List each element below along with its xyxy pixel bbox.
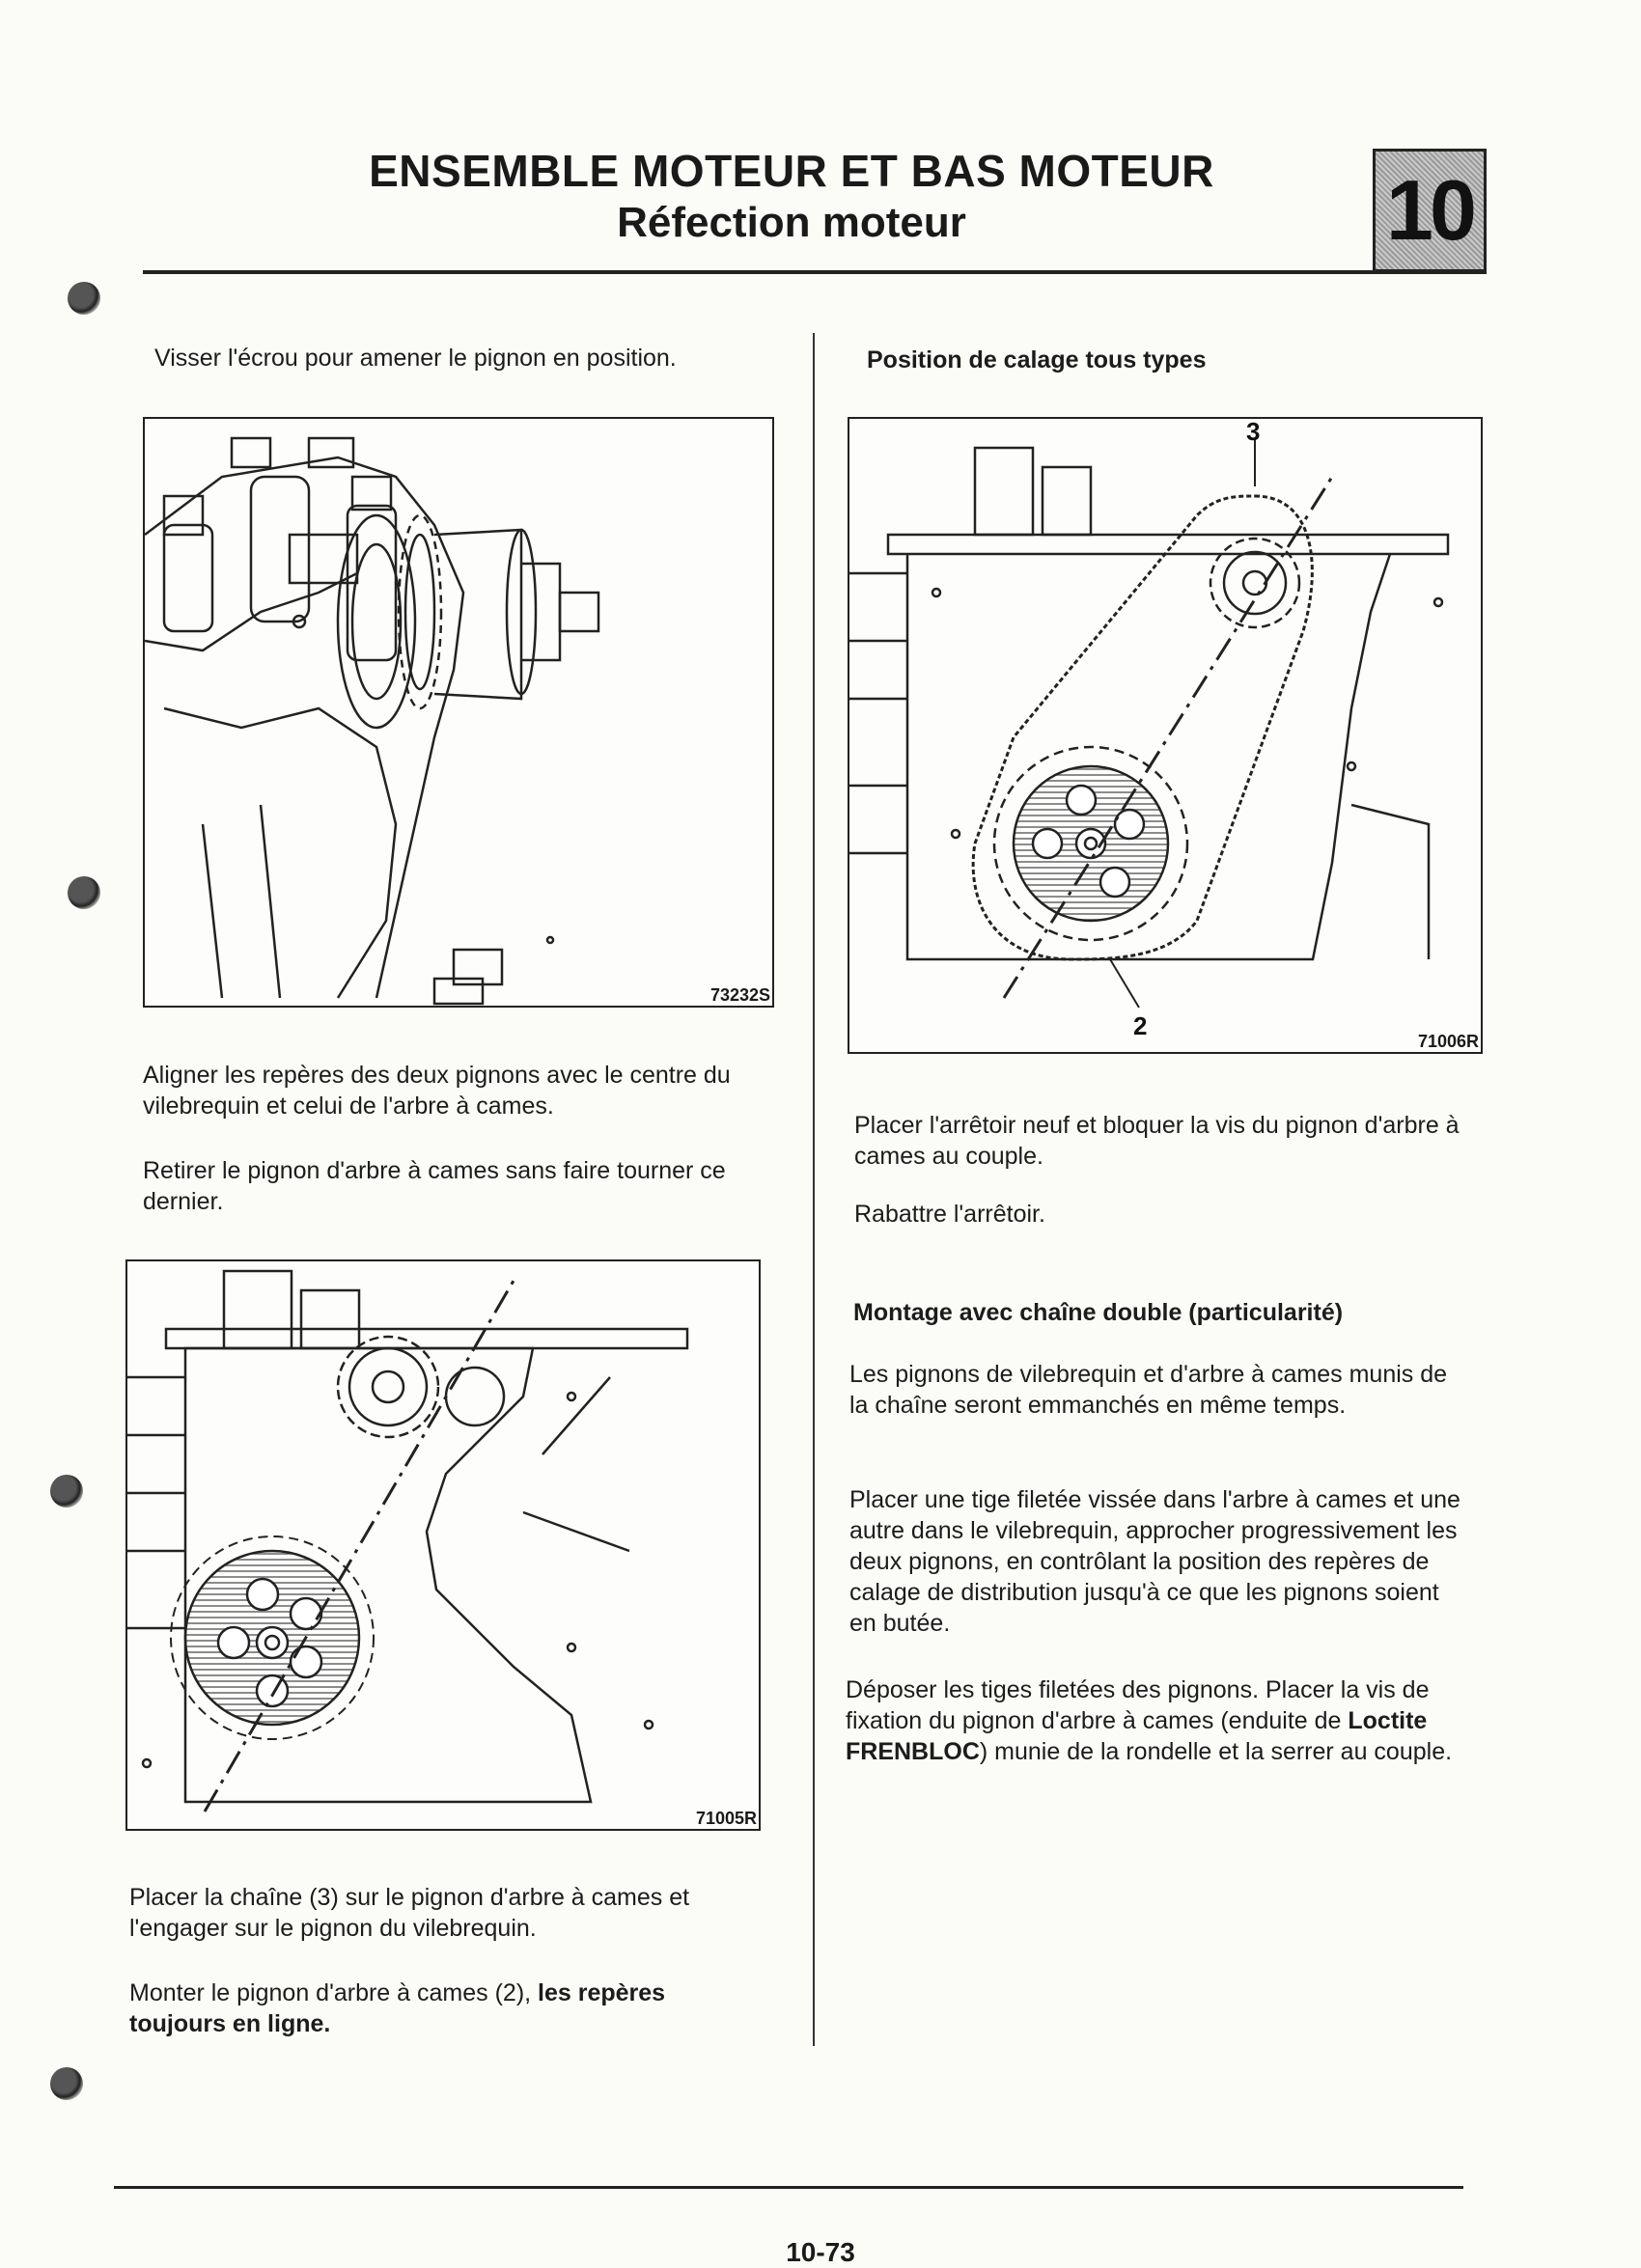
paragraph-emphasis: les repères toujours en ligne. — [129, 1979, 666, 2037]
page-subtitle: Réfection moteur — [617, 199, 966, 246]
punch-hole — [50, 2067, 83, 2100]
figure-reference: 71005R — [695, 1809, 757, 1828]
figure-timing-position — [848, 417, 1483, 1054]
section-heading: Position de calage tous types — [867, 346, 1207, 373]
figure-reference: 73232S — [709, 985, 770, 1005]
callout-label: 3 — [1246, 419, 1261, 446]
section-heading: Montage avec chaîne double (particularité) — [853, 1299, 1344, 1326]
paragraph-text: ) munie de la rondelle et la serrer au couple. — [979, 1738, 1453, 1765]
footer-rule — [114, 2186, 1463, 2189]
punch-hole — [68, 282, 100, 315]
paragraph-text: Monter le pignon d'arbre à cames (2), — [129, 1979, 539, 2006]
timing-chain-illustration — [849, 419, 1481, 1052]
paragraph — [846, 1674, 1463, 1767]
column-divider — [813, 333, 815, 2046]
figure-reference: 71006R — [1417, 1032, 1479, 1051]
paragraph: Placer la chaîne (3) sur le pignon d'arbre à cames et l'engager sur le pignon du vilebrequin. — [129, 1884, 690, 1942]
page-number: 10-73 — [786, 2237, 855, 2267]
paragraph: Placer l'arrêtoir neuf et bloquer la vis du pignon d'arbre à cames au couple. — [854, 1112, 1460, 1170]
paragraph-emphasis: Loctite FRENBLOC — [846, 1707, 1428, 1765]
header-rule — [143, 270, 1487, 274]
paragraph: Rabattre l'arrêtoir. — [854, 1201, 1045, 1228]
figure-crankshaft-sprocket — [143, 417, 774, 1008]
paragraph: Visser l'écrou pour amener le pignon en position. — [154, 345, 677, 372]
punch-hole — [68, 876, 100, 909]
camshaft-alignment-illustration — [127, 1261, 759, 1829]
punch-hole — [50, 1475, 83, 1507]
paragraph-text: Déposer les tiges filetées des pignons. Placer la vis de fixation du pignon d'arbre à cames (enduite de — [846, 1676, 1430, 1734]
paragraph: Aligner les repères des deux pignons avec le centre du vilebrequin et celui de l'arbre à cames. — [143, 1062, 731, 1120]
callout-label: 2 — [1133, 1011, 1148, 1040]
paragraph: Les pignons de vilebrequin et d'arbre à cames munis de la chaîne seront emmanchés en même temps. — [849, 1361, 1448, 1419]
paragraph — [129, 1978, 747, 2039]
crankshaft-illustration — [145, 419, 772, 1006]
page-title: ENSEMBLE MOTEUR ET BAS MOTEUR — [369, 146, 1214, 196]
paragraph: Retirer le pignon d'arbre à cames sans faire tourner ce dernier. — [143, 1157, 726, 1215]
paragraph: Placer une tige filetée vissée dans l'arbre à cames et une autre dans le vilebrequin, approcher progressivement les deux pignons, en contrôlant la position des repères de calage de distribution jusqu'à ce que les pignons soient en butée. — [849, 1486, 1460, 1637]
figure-camshaft-alignment — [125, 1259, 761, 1831]
section-number-badge: 10 — [1373, 149, 1487, 272]
